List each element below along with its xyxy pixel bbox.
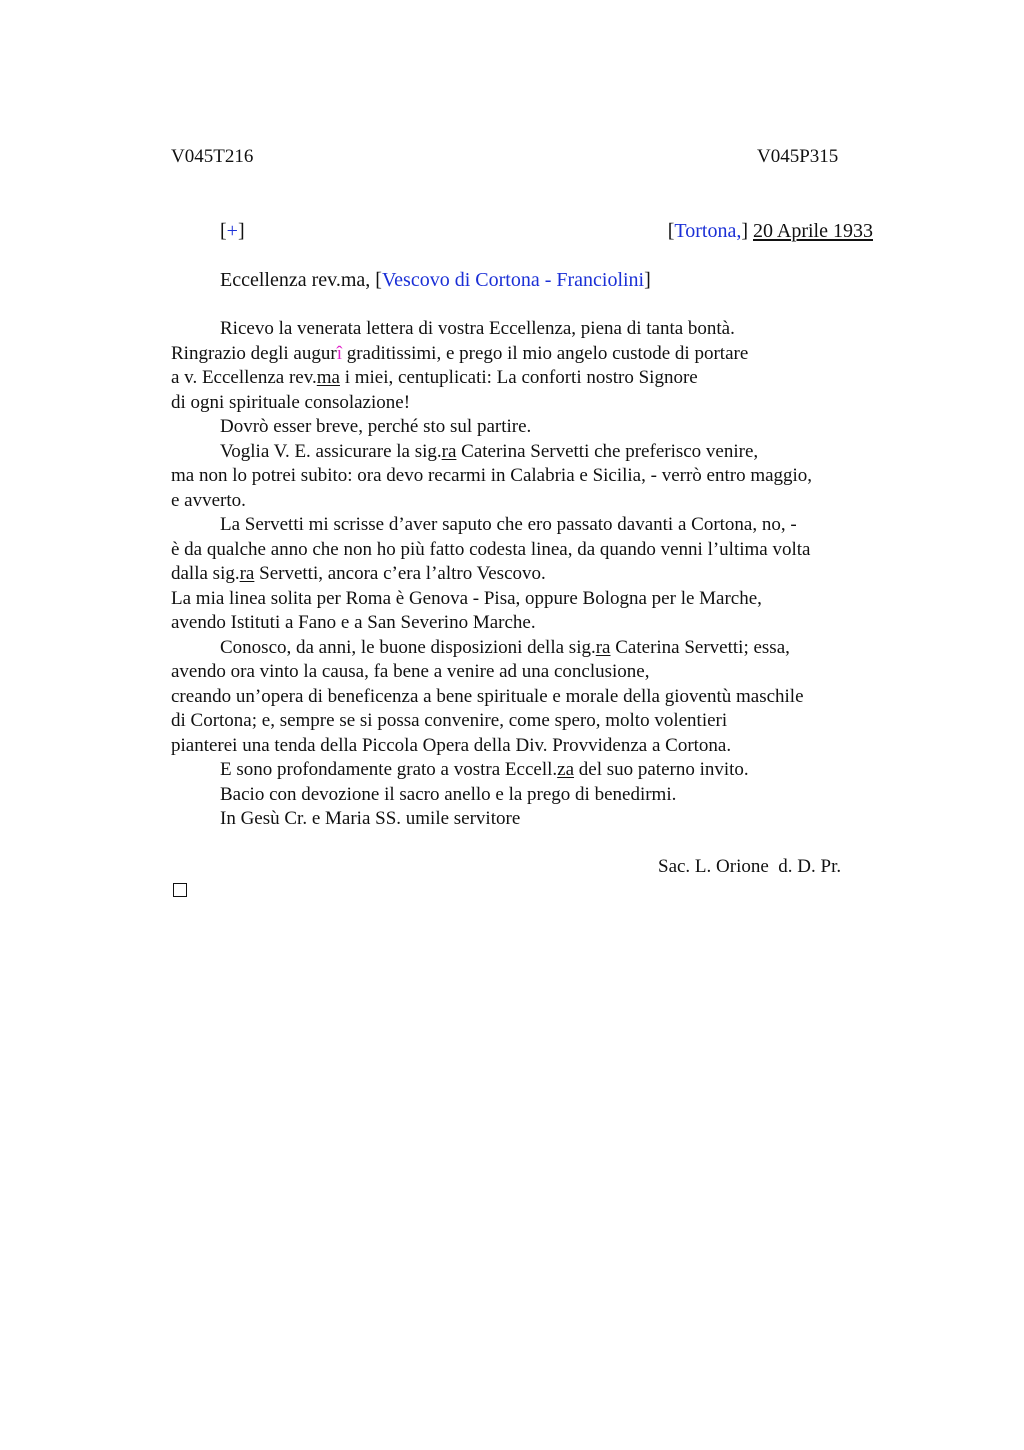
salutation — [220, 269, 651, 292]
place-bracket-close: ] — [741, 220, 753, 242]
body-line: In Gesù Cr. e Maria SS. umile servitore — [220, 808, 521, 829]
abbrev-superscript: ra — [441, 440, 457, 462]
body-line: Dovrò esser breve, perché sto sul partire. — [220, 416, 532, 437]
cross-symbol: + — [226, 220, 238, 242]
place-bracket-open: [ — [667, 220, 675, 242]
body-line — [171, 440, 891, 465]
body-text: Conosco, da anni, le buone disposizioni della sig. — [220, 636, 596, 658]
cross-mark — [220, 220, 245, 243]
body-text: E sono profondamente grato a vostra Eccell. — [220, 759, 558, 780]
body-line — [171, 366, 891, 391]
document-ref-left: V045T216 — [171, 146, 254, 167]
abbrev-superscript: ra — [239, 563, 255, 584]
body-line — [171, 562, 891, 587]
signature: Sac. L. Orione d. D. Pr. — [658, 856, 842, 877]
body-line — [171, 758, 891, 783]
body-line: di ogni spirituale consolazione! — [171, 391, 411, 413]
cross-bracket-close: ] — [237, 220, 245, 242]
body-line — [171, 636, 891, 661]
body-text: Voglia V. E. assicurare la sig. — [220, 440, 442, 462]
recipient-name: Vescovo di Cortona - Franciolini — [381, 269, 645, 291]
body-line: pianterei una tenda della Piccola Opera della Div. Provvidenza a Cortona. — [171, 734, 732, 756]
body-line: La mia linea solita per Roma è Genova - Pisa, oppure Bologna per le Marche, — [171, 587, 762, 609]
document-ref-right: V045P315 — [757, 146, 839, 167]
letter-date: 20 Aprile 1933 — [753, 220, 873, 242]
body-line: Bacio con devozione il sacro anello e la prego di benedirmi. — [220, 783, 677, 805]
body-text: del suo paterno invito. — [574, 759, 749, 780]
body-text: Caterina Servetti che preferisco venire, — [456, 440, 759, 462]
place-name: Tortona, — [674, 220, 742, 242]
body-text: Ringrazio degli augur — [171, 342, 337, 364]
body-line: Ricevo la venerata lettera di vostra Eccellenza, piena di tanta bontà. — [220, 318, 735, 339]
body-line: avendo Istituti a Fano e a San Severino Marche. — [171, 612, 536, 633]
body-text: Servetti, ancora c’era l’altro Vescovo. — [254, 563, 546, 584]
abbrev-superscript: za — [557, 759, 575, 780]
body-text: Caterina Servetti; essa, — [610, 636, 790, 658]
body-line — [171, 342, 891, 367]
body-text: graditissimi, e prego il mio angelo custode di portare — [341, 342, 749, 364]
body-line: avendo ora vinto la causa, fa bene a venire ad una conclusione, — [171, 661, 650, 682]
abbrev-superscript: ra — [595, 636, 611, 658]
body-text: dalla sig. — [171, 563, 240, 584]
cross-bracket-open: [ — [220, 220, 227, 242]
recipient-bracket-open: [ — [375, 269, 382, 291]
body-text: i miei, centuplicati: La conforti nostro Signore — [339, 367, 698, 388]
highlighted-char: î — [336, 342, 342, 364]
letter-body — [171, 317, 891, 832]
abbrev-superscript: ma — [316, 367, 340, 388]
body-line: di Cortona; e, sempre se si possa convenire, come spero, molto volentieri — [171, 710, 728, 731]
body-line: e avverto. — [171, 489, 246, 511]
body-line: La Servetti mi scrisse d’aver saputo che ero passato davanti a Cortona, no, - — [220, 514, 797, 535]
body-line: creando un’opera di beneficenza a bene spirituale e morale della gioventù maschile — [171, 685, 804, 707]
body-line: è da qualche anno che non ho più fatto codesta linea, da quando venni l’ultima volta — [171, 538, 811, 560]
body-line: ma non lo potrei subito: ora devo recarmi in Calabria e Sicilia, - verrò entro maggio, — [171, 465, 813, 486]
end-square-icon — [173, 883, 187, 897]
body-text: a v. Eccellenza rev. — [171, 367, 317, 388]
recipient-bracket-close: ] — [644, 269, 651, 291]
place-date — [668, 220, 873, 243]
salutation-text: Eccellenza rev.ma, — [220, 269, 376, 291]
